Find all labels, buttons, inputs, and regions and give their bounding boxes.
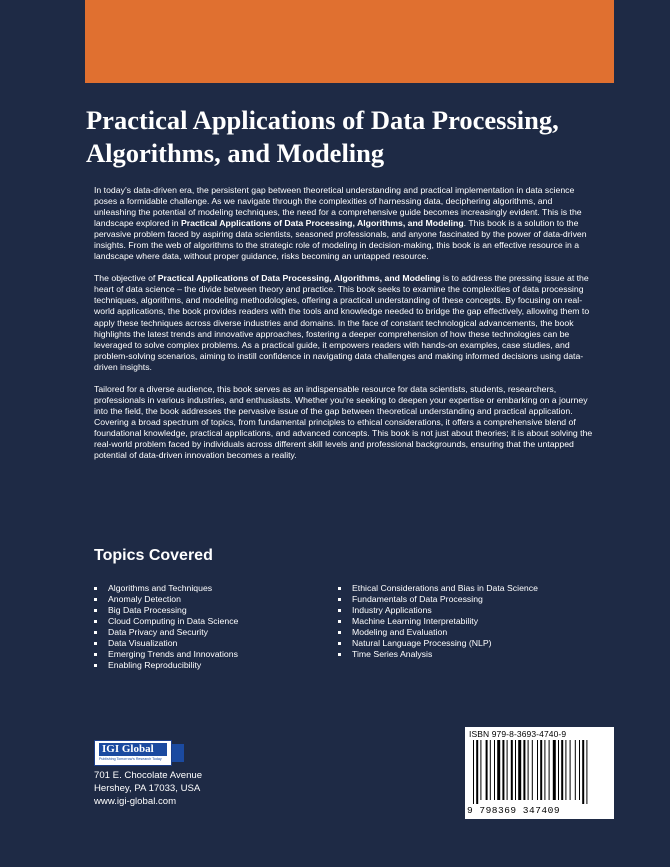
barcode-bar (476, 740, 478, 804)
barcode-bar (579, 740, 580, 800)
barcode-bar (502, 740, 504, 800)
barcode-bar (494, 740, 495, 800)
barcode-bar (565, 740, 566, 800)
logo-accent-bar (172, 744, 184, 762)
topic-item: Data Visualization (92, 638, 238, 649)
barcode-bar (582, 740, 584, 804)
barcode-bar (497, 740, 500, 800)
topic-item: Algorithms and Techniques (92, 583, 238, 594)
text-run: In today’s data-driven era, the persistent gap between theoretical understanding and practical implementation in data science poses a formidable challenge. As we navigate through the complexities of harnessing data, deciphering algorithms, and unleashing the potential of modeling techniques, the need for a comprehensive guide becomes increasingly evident. This is the landscape explored in (94, 185, 582, 229)
book-title-inline: Practical Applications of Data Processing, Algorithms, and Modeling (157, 273, 441, 284)
book-title: Practical Applications of Data Processing, Algorithms, and Modeling (86, 105, 559, 168)
barcode-bar (486, 740, 488, 800)
barcode-digits: 9 798369 347409 (467, 805, 561, 816)
barcode-bar (575, 740, 576, 800)
topic-item: Enabling Reproducibility (92, 660, 238, 671)
topic-item: Natural Language Processing (NLP) (336, 638, 538, 649)
barcode-bar (473, 740, 474, 804)
topic-item: Emerging Trends and Innovations (92, 649, 238, 660)
barcode-bar (558, 740, 559, 800)
text-run: The objective of (94, 273, 158, 284)
barcode-bar (515, 740, 516, 800)
barcode-bar (511, 740, 513, 800)
barcode-bar (480, 740, 481, 800)
topics-list-left (92, 583, 238, 671)
barcode-bar (537, 740, 538, 800)
address-street: 701 E. Chocolate Avenue (94, 770, 203, 781)
barcode-bar (523, 740, 525, 800)
isbn-barcode-box (465, 727, 614, 819)
topic-item: Big Data Processing (92, 605, 238, 616)
topic-item: Ethical Considerations and Bias in Data Science (336, 583, 538, 594)
book-title-inline: Practical Applications of Data Processing, Algorithms, and Modeling (180, 218, 464, 229)
barcode-bar (570, 740, 571, 800)
barcode-bar (544, 740, 545, 800)
logo-tagline: Publishing Tomorrow’s Research Today (99, 757, 162, 761)
barcode-bar (507, 740, 508, 800)
paragraph-3 (94, 384, 596, 461)
text-run: . This book is a solution to the pervasive problem faced by aspiring data scientists, seasoned professionals, and anyone fascinated by the power of data-driven insights. From the web of algorithms to the strategic role of modeling in decision-making, this book is an effective resource in a landscape where data, without proper guidance, risks becoming an untapped resource. (94, 218, 587, 262)
barcode-bar (561, 740, 563, 800)
topics-list-right (336, 583, 538, 660)
publisher-address (94, 769, 202, 808)
topics-heading: Topics Covered (94, 547, 213, 564)
barcode-bar (490, 740, 491, 800)
topic-item: Machine Learning Interpretability (336, 616, 538, 627)
text-run: is to address the pressing issue at the heart of data science – the divide between theory and practice. This book seeks to examine the complexities of data processing techniques, algorithms, and modeling methodologies, offering a practical understanding of these concepts. By focusing on real-world applications, the book provides readers with the tools and knowledge needed to bridge the gap effectively, allowing them to apply these techniques across diverse industries and domains. In the face of constant technological advancements, the book highlights the latest trends and innovative approaches, fostering a deeper comprehension of how these technologies can be leveraged to solve complex problems. As a practical guide, it empowers readers with hands-on examples, case studies, and problem-solving scenarios, aiming to instill confidence in navigating data challenges and making informed decisions using data-driven insights. (94, 273, 590, 372)
logo-wordmark: IGI Global (99, 743, 167, 756)
address-city: Hershey, PA 17033, USA (94, 783, 201, 794)
topic-item: Industry Applications (336, 605, 538, 616)
barcode-bar (549, 740, 550, 800)
topic-item: Anomaly Detection (92, 594, 238, 605)
topic-item: Modeling and Evaluation (336, 627, 538, 638)
orange-header-band (85, 0, 614, 83)
paragraph-1 (94, 185, 596, 262)
barcode-bar (553, 740, 556, 800)
topic-item: Time Series Analysis (336, 649, 538, 660)
topic-item: Cloud Computing in Data Science (92, 616, 238, 627)
barcode-icon (473, 740, 607, 804)
description-text (94, 185, 596, 472)
barcode-bar (528, 740, 529, 800)
paragraph-2 (94, 273, 596, 372)
igi-global-logo (94, 740, 172, 766)
topic-item: Data Privacy and Security (92, 627, 238, 638)
barcode-bar (532, 740, 533, 800)
text-run: Tailored for a diverse audience, this book serves as an indispensable resource for data scientists, students, researchers, professionals in various industries, and enthusiasts. Whether you’re seeking to deepen your expertise or embarking on a journey into the field, the book addresses the pervasive issue of the gap between theoretical understanding and practical application. Covering a broad spectrum of topics, from fundamental principles to ethical considerations, it offers a comprehensive blend of foundational knowledge, practical applications, and advanced concepts. This book is not just about theories; it is about solving the real-world problem faced by individuals across different skill levels and professional backgrounds, ensuring that the untapped potential of data-driven innovation becomes a reality. (94, 383, 593, 461)
barcode-bar (518, 740, 521, 800)
barcode-bar (586, 740, 587, 804)
topic-item: Fundamentals of Data Processing (336, 594, 538, 605)
publisher-website: www.igi-global.com (94, 796, 177, 807)
isbn-label: ISBN 979-8-3693-4740-9 (469, 729, 567, 739)
barcode-bar (540, 740, 542, 800)
